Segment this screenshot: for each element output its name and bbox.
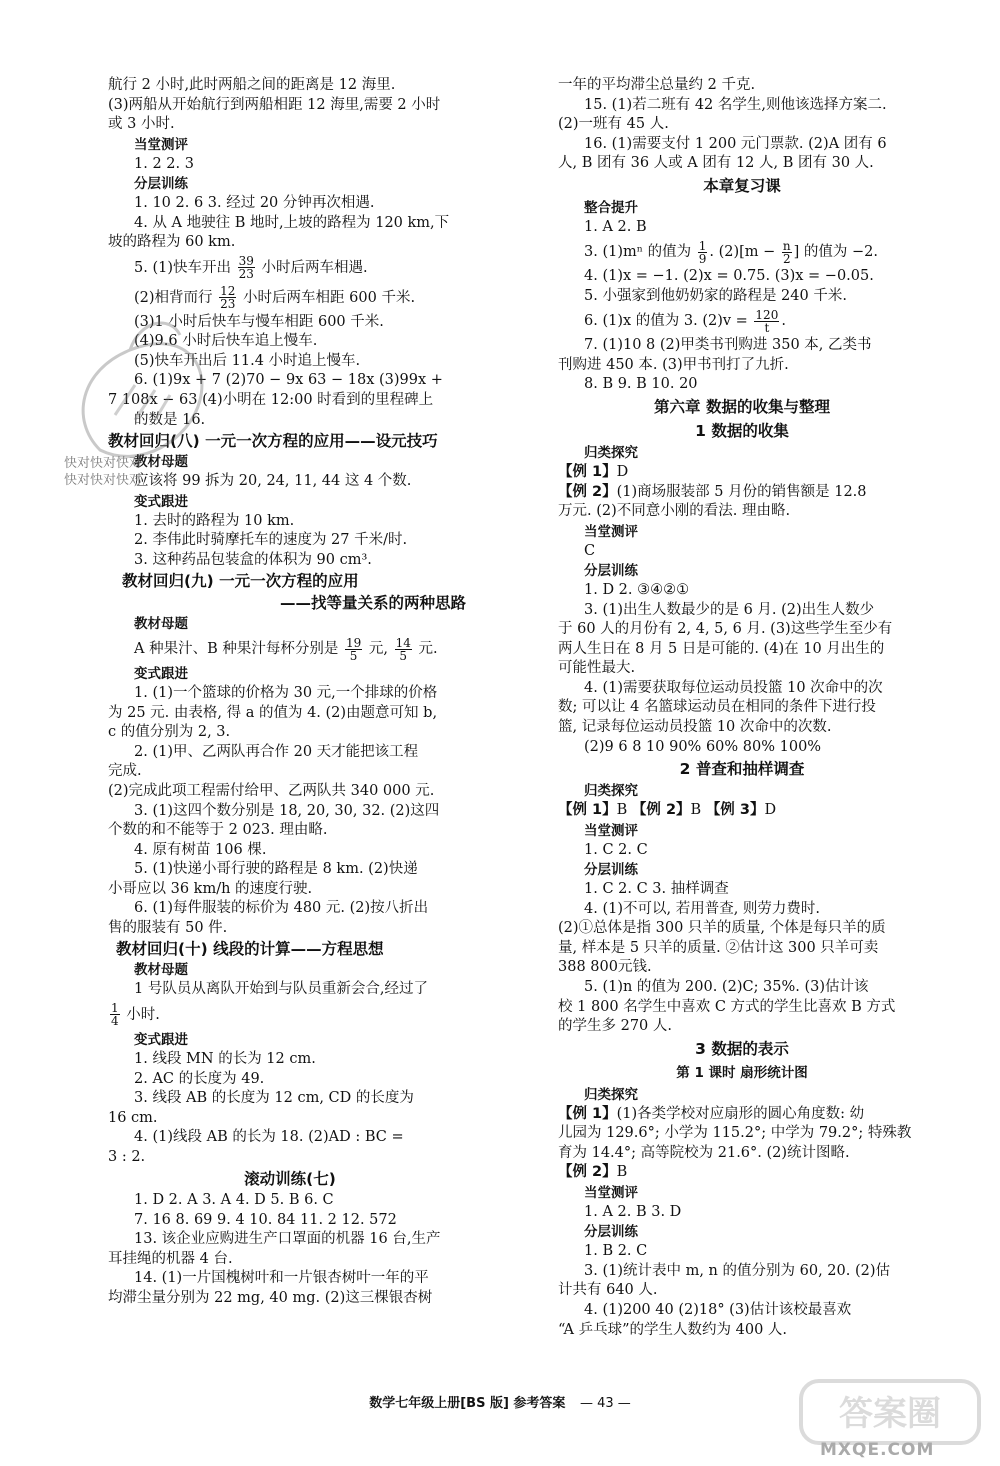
section-label: 分层训练 [584,862,638,879]
text-line: 售的服装有 50 件. [108,919,228,936]
text-line: 3. (1)这四个数分别是 18, 20, 30, 32. (2)这四 [134,802,440,819]
text-line: 13. 该企业应购进生产口罩面的机器 16 台,生产 [134,1231,441,1248]
section-heading: 教材回归(九) 一元一次方程的应用 [122,572,359,591]
text-line: 1. A 2. B [584,218,647,235]
text-line: 1. 去时的路程为 10 km. [134,512,295,529]
fraction [345,637,362,662]
text-span: . [781,313,786,330]
text-line: c 的值分别为 2, 3. [108,724,231,741]
text-line: 育为 14.4°; 高等院校为 21.6°. (2)统计图略. [558,1144,850,1161]
text-line: 5. (1)n 的值为 200. (2)C; 35%. (3)估计该 [584,978,869,995]
text-line: 15. (1)若二班有 42 名学生,则他该选择方案二. [584,96,887,113]
text-span: ] 的值为 −2. [793,244,879,261]
section-heading: ——找等量关系的两种思路 [279,594,466,613]
fraction-denominator: 4 [111,1014,119,1029]
fraction-numerator: 14 [395,635,411,650]
text-span: A 种果汁、B 种果汁每杯分别是 [134,641,343,658]
text-line: 小哥应以 36 km/h 的速度行驶. [108,880,313,897]
fraction-denominator: 5 [399,648,408,663]
text-span: 6. (1)x 的值为 3. (2)v = [584,313,753,330]
text-span: B [690,802,706,819]
text-line: 为 25 元. 由表格, 得 a 的值为 4. (2)由题意可知 b, [108,704,438,721]
fraction-numerator: 1 [698,238,707,253]
section-label: 分层训练 [134,176,188,193]
section-label: 归类探究 [584,445,638,462]
example-label: 【例 2】 [558,1164,617,1181]
text-line: (5)快车开出后 11.4 小时追上慢车. [134,352,361,369]
text-line: 1. B 2. C [584,1243,648,1260]
page-number: — 43 — [579,1396,631,1411]
text-line: 3. 线段 AB 的长度为 12 cm, CD 的长度为 [134,1090,414,1107]
right-column [558,76,926,1340]
stamp-line: 快对快对快对 [64,473,143,488]
text-line [558,237,926,267]
lesson-heading: 第 1 课时 扇形统计图 [676,1064,808,1081]
section-heading: 1 数据的收集 [695,422,789,441]
text-line: 儿园为 129.6°; 小学为 115.2°; 中学为 79.2°; 特殊教 [558,1125,912,1142]
text-span: B [616,1164,628,1181]
text-line: 量, 样本是 5 只羊的质量. ②估计这 300 只羊可卖 [558,939,879,956]
text-line: 数; 可以让 4 名篮球运动员在相同的条件下进行投 [558,699,876,716]
text-line: 14. (1)一片国槐树叶和一片银杏树叶一年的平 [134,1270,429,1287]
text-line: 的数是 16. [134,411,206,428]
section-heading: 滚动训练(七) [244,1170,336,1189]
text-line: (2)一班有 45 人. [558,116,669,133]
text-line: 两人生日在 8 月 5 日是可能的. (4)在 10 月出生的 [558,640,885,657]
text-line: 1. 线段 MN 的长为 12 cm. [134,1050,316,1067]
text-span: D [616,464,629,481]
fraction-denominator: 5 [349,648,358,663]
text-line: 16 cm. [108,1109,158,1126]
text-line: 3. (1)出生人数最少的是 6 月. (2)出生人数少 [584,601,875,618]
text-span: 3. (1)mⁿ 的值为 [584,244,696,261]
text-line: 1. D 2. A 3. A 4. D 5. B 6. C [134,1192,334,1209]
text-line: 于 60 人的月份有 2, 4, 5, 6 月. (3)这些学生至少有 [558,621,893,638]
text-line [108,1000,472,1030]
text-line [558,483,926,503]
text-line: 1. 10 2. 6 3. 经过 20 分钟再次相遇. [134,195,375,212]
fraction-denominator: 23 [220,297,236,312]
text-line: 完成. [108,763,142,780]
section-label: 教材母题 [134,616,188,633]
stamp-text [64,455,142,489]
text-span: . (2)[m − [709,244,780,261]
text-line [108,253,472,283]
text-line: “A 乒乓球”的学生人数约为 400 人. [558,1321,788,1338]
fraction-denominator: 2 [782,251,791,266]
fraction [110,1002,120,1027]
text-line: 4. 原有树苗 106 棵. [134,841,267,858]
text-line: 的学生多 270 人. [558,1018,673,1035]
fraction [395,637,412,662]
text-line: 6. (1)9x + 7 (2)70 − 9x 63 − 18x (3)99x + [134,372,443,389]
text-line: 万元. (2)不同意小刚的看法. 理由略. [558,503,791,520]
text-span: 5. (1)快车开出 [134,259,236,276]
section-heading: 教材回归(十) 线段的计算——方程思想 [116,940,384,959]
fraction-numerator: n [782,238,791,253]
text-line: 2. AC 的长度为 49. [134,1070,265,1087]
text-line: 1. D 2. ③④②① [584,582,690,599]
text-line: 或 3 小时. [108,116,175,133]
section-label: 变式跟进 [134,666,188,683]
text-line: 7. (1)10 8 (2)甲类书刊购进 350 本, 乙类书 [584,337,872,354]
chapter-heading: 第六章 数据的收集与整理 [654,398,830,417]
watermark-logo-text: 答案圈 [839,1394,941,1434]
section-heading: 本章复习课 [703,176,781,195]
text-line [558,1163,926,1183]
text-line: (2)①总体是指 300 只羊的质量, 个体是每只羊的质 [558,920,886,937]
text-line: 坡的路程为 60 km. [108,234,236,251]
fraction-numerator: 39 [238,254,254,269]
text-span: D [764,802,777,819]
section-label: 教材母题 [134,962,188,979]
text-span: 小时. [121,1006,160,1023]
fraction [754,309,779,334]
text-line: 3 : 2. [108,1148,146,1165]
text-span: (2)相背而行 [134,289,218,306]
text-line: 计共有 640 人. [558,1282,658,1299]
fraction-numerator: 120 [755,307,779,322]
text-line: 4. (1)200 40 (2)18° (3)估计该校最喜欢 [584,1301,852,1318]
section-heading: 2 普查和抽样调查 [679,760,805,779]
text-line: 1. (1)一个篮球的价格为 30 元,一个排球的价格 [134,685,438,702]
section-label: 变式跟进 [134,1031,188,1048]
section-label: 当堂测评 [134,136,188,153]
section-label: 整合提升 [584,199,638,216]
text-line: 2. 李伟此时骑摩托车的速度为 27 千米/时. [134,532,408,549]
section-label: 变式跟进 [134,493,188,510]
watermark-url: MXQE.COM [820,1440,935,1460]
left-column [108,76,472,1309]
text-line: 篮, 记录每位运动员投篮 10 次命中的次数. [558,719,832,736]
fraction [238,255,255,280]
text-line [558,463,926,483]
fraction-denominator: t [764,320,770,335]
text-line: 耳挂绳的机器 4 台. [108,1250,233,1267]
section-label: 分层训练 [584,1224,638,1241]
text-line [558,1105,926,1125]
text-span: (1)各类学校对应扇形的圆心角度数: 幼 [616,1105,865,1122]
text-line: 8. B 9. B 10. 20 [584,376,698,393]
text-line: 1. 2 2. 3 [134,155,194,172]
section-label: 教材母题 [134,454,188,471]
text-line: (4)9.6 小时后快车追上慢车. [134,333,318,350]
text-line: 一年的平均滞尘总量约 2 千克. [558,77,756,93]
text-line: 2. (1)甲、乙两队再合作 20 天才能把该工程 [134,743,419,760]
section-label: 当堂测评 [584,822,638,839]
text-line: 4. (1)线段 AB 的长为 18. (2)AD : BC = [134,1129,404,1146]
text-line: 可能性最大. [558,660,636,677]
fraction-denominator: 9 [698,251,707,266]
fraction [782,240,792,265]
text-line: 1. C 2. C [584,841,648,858]
example-label: 【例 2】 [558,483,617,500]
text-line [108,634,472,664]
footer-book-title: 数学七年级上册[BS 版] 参考答案 [369,1396,566,1411]
example-label: 【例 1】 [558,1105,617,1122]
example-label: 【例 2】 [631,802,691,819]
section-label: 当堂测评 [584,1184,638,1201]
section-label: 归类探究 [584,1086,638,1103]
text-line: 应该将 99 拆为 20, 24, 11, 44 这 4 个数. [134,473,412,490]
example-label: 【例 3】 [705,802,765,819]
text-line: 5. 小强家到他奶奶家的路程是 240 千米. [584,287,847,304]
text-line: 3. 这种药品包装盒的体积为 90 cm³. [134,551,372,568]
text-line: 5. (1)快递小哥行驶的路程是 8 km. (2)快递 [134,861,418,878]
section-label: 当堂测评 [584,523,638,540]
text-line: 4. (1)需要获取每位运动员投篮 10 次命中的次 [584,679,883,696]
text-line: 7. 16 8. 69 9. 4 10. 84 11. 2 12. 572 [134,1211,397,1228]
fraction-denominator: 23 [238,267,254,282]
fraction-numerator: 12 [220,284,236,299]
text-line: (3)1 小时后快车与慢车相距 600 千米. [134,313,384,330]
section-label: 归类探究 [584,783,638,800]
text-line: (3)两船从开始航行到两船相距 12 海里,需要 2 小时 [108,96,441,113]
text-line: 3. (1)统计表中 m, n 的值分别为 60, 20. (2)估 [584,1262,890,1279]
text-line: 1. C 2. C 3. 抽样调查 [584,881,729,898]
text-line: (2)9 6 8 10 90% 60% 80% 100% [584,738,822,755]
text-line: 4. 从 A 地驶往 B 地时,上坡的路程为 120 km,下 [134,214,450,231]
text-line: (2)完成此项工程需付给甲、乙两队共 340 000 元. [108,783,435,800]
section-heading: 教材回归(八) 一元一次方程的应用——设元技巧 [108,432,438,451]
text-line [558,801,926,821]
text-span: 元. [413,641,438,658]
example-label: 【例 1】 [558,802,617,819]
text-line: 1. A 2. B 3. D [584,1203,682,1220]
text-span: B [616,802,632,819]
text-line: 7 108x − 63 (4)小明在 12:00 时看到的里程碑上 [108,392,434,409]
text-line: 6. (1)每件服装的标价为 480 元. (2)按八折出 [134,900,429,917]
fraction-numerator: 1 [111,1001,119,1016]
text-span: 元, [364,641,393,658]
text-line: 4. (1)x = −1. (2)x = 0.75. (3)x = −0.05. [584,268,874,285]
example-label: 【例 1】 [558,464,617,481]
section-heading: 3 数据的表示 [695,1039,789,1058]
text-span: (1)商场服装部 5 月份的销售额是 12.8 [616,483,867,500]
text-span: 小时后两车相遇. [256,259,368,276]
text-line: 航行 2 小时,此时两船之间的距离是 12 海里. [108,77,396,93]
text-line: 4. (1)不可以, 若用普查, 则劳力费时. [584,900,821,917]
text-line: 均滞尘量分别为 22 mg, 40 mg. (2)这三棵银杏树 [108,1289,433,1306]
fraction-numerator: 19 [345,635,362,650]
text-line: C [584,542,596,559]
text-line: 人, B 团有 36 人或 A 团有 12 人, B 团有 30 人. [558,155,874,172]
section-label: 分层训练 [584,563,638,580]
text-line: 1 号队员从离队开始到与队员重新会合,经过了 [134,981,428,998]
text-line: 388 800元钱. [558,959,652,976]
text-line: 刊购进 450 本. (3)甲书刊打了九折. [558,356,789,373]
text-line: 16. (1)需要支付 1 200 元门票款. (2)A 团有 6 [584,135,887,152]
text-line: 个数的和不能等于 2 023. 理由略. [108,822,328,839]
text-line: 校 1 800 名学生中喜欢 C 方式的学生比喜欢 B 方式 [558,998,896,1015]
text-line [558,306,926,336]
stamp-line: 快对快对快对 [64,456,143,471]
text-span: 小时后两车相距 600 千米. [238,289,416,306]
fraction [698,240,708,265]
